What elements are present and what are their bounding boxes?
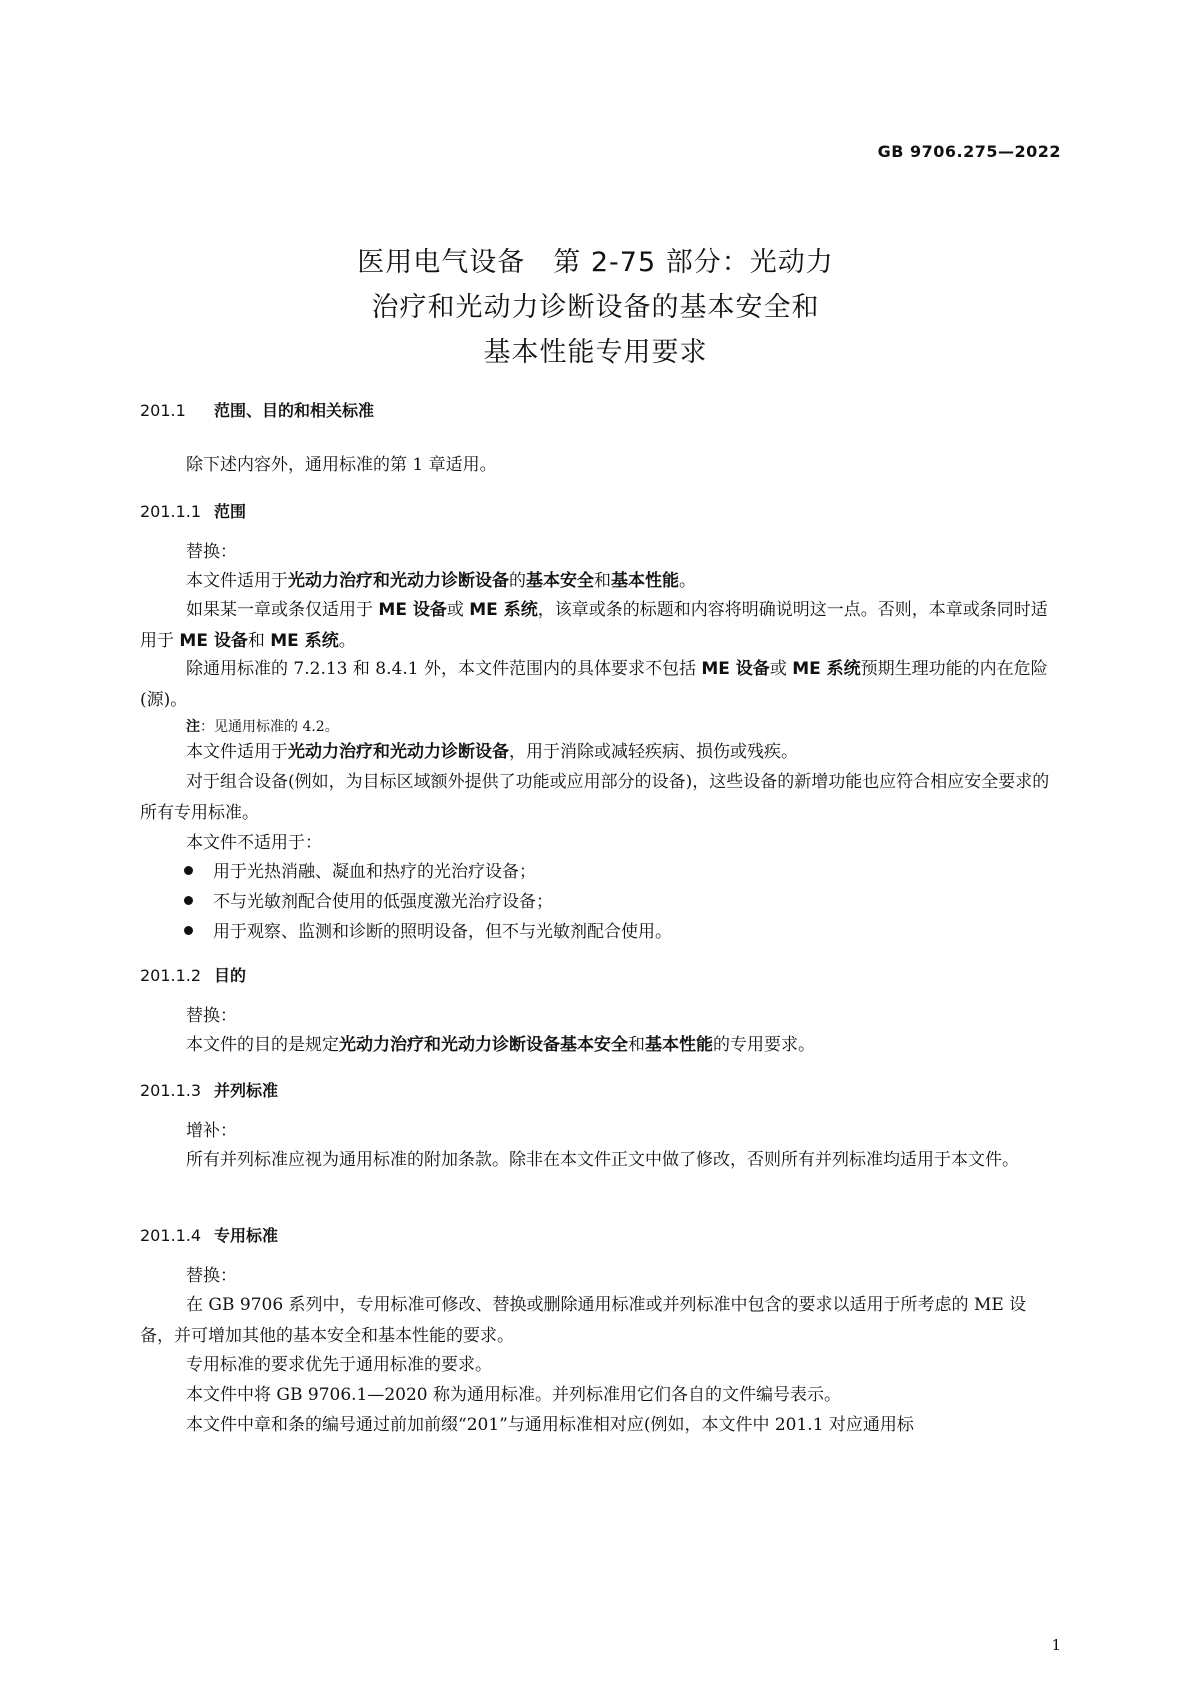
heading-201-1 — [140, 398, 374, 421]
heading-201-1-3 — [140, 1078, 278, 1101]
note: 注：见通用标准的 4.2。 — [186, 719, 339, 735]
paragraph: 本文件的目的是规定光动力治疗和光动力诊断设备基本安全和基本性能的专用要求。 — [186, 1035, 815, 1055]
page-number: 1 — [1051, 1636, 1061, 1654]
paragraph: 本文件适用于光动力治疗和光动力诊断设备，用于消除或减轻疾病、损伤或残疾。 — [186, 742, 798, 762]
bullet-dot-icon — [184, 866, 193, 875]
section-title: 专用标准 — [214, 1226, 279, 1245]
heading-201-1-4 — [140, 1223, 278, 1246]
section-number: 201.1.4 — [140, 1226, 202, 1245]
bullet-dot-icon — [184, 896, 193, 905]
standard-code: GB 9706.275—2022 — [877, 142, 1061, 161]
section-title: 范围 — [214, 502, 247, 521]
section-title: 目的 — [214, 966, 247, 985]
title-line-2: 治疗和光动力诊断设备的基本安全和 — [371, 292, 820, 323]
paragraph: 除通用标准的 7.2.13 和 8.4.1 外，本文件范围内的具体要求不包括 ME 设备或 ME 系统预期生理功能的内在危险(源)。 — [140, 659, 1048, 710]
heading-201-1-1 — [140, 499, 246, 522]
paragraph: 本文件中章和条的编号通过前加前缀“201”与通用标准相对应(例如，本文件中 201.1 对应通用标 — [186, 1415, 914, 1435]
replacement-label: 替换： — [186, 1266, 237, 1286]
bullet-item: 不与光敏剂配合使用的低强度激光治疗设备； — [184, 887, 553, 912]
paragraph: 所有并列标准应视为通用标准的附加条款。除非在本文件正文中做了修改，否则所有并列标准均适用于本文件。 — [186, 1150, 1019, 1170]
section-number: 201.1 — [140, 401, 186, 420]
paragraph: 在 GB 9706 系列中，专用标准可修改、替换或删除通用标准或并列标准中包含的要求以适用于所考虑的 ME 设备，并可增加其他的基本安全和基本性能的要求。 — [140, 1295, 1027, 1346]
paragraph: 本文件适用于光动力治疗和光动力诊断设备的基本安全和基本性能。 — [186, 571, 696, 591]
supplement-label: 增补： — [186, 1121, 237, 1141]
page-title — [0, 240, 1191, 375]
paragraph: 除下述内容外，通用标准的第 1 章适用。 — [186, 455, 497, 475]
paragraph: 如果某一章或条仅适用于 ME 设备或 ME 系统，该章或条的标题和内容将明确说明这一点。否则，本章或条同时适用于 ME 设备和 ME 系统。 — [140, 600, 1048, 651]
paragraph: 本文件不适用于： — [186, 833, 322, 853]
section-title: 并列标准 — [214, 1081, 279, 1100]
paragraph: 对于组合设备(例如，为目标区域额外提供了功能或应用部分的设备)，这些设备的新增功能也应符合相应安全要求的所有专用标准。 — [140, 772, 1050, 823]
replacement-label: 替换： — [186, 542, 237, 562]
paragraph: 专用标准的要求优先于通用标准的要求。 — [186, 1355, 492, 1375]
title-line-1: 医用电气设备 第 2-75 部分：光动力 — [357, 247, 834, 278]
section-number: 201.1.3 — [140, 1081, 202, 1100]
title-line-3: 基本性能专用要求 — [483, 337, 708, 368]
section-number: 201.1.1 — [140, 502, 202, 521]
bullet-item: 用于光热消融、凝血和热疗的光治疗设备； — [184, 857, 536, 882]
replacement-label: 替换： — [186, 1006, 237, 1026]
bullet-dot-icon — [184, 926, 193, 935]
section-title: 范围、目的和相关标准 — [214, 401, 375, 420]
section-number: 201.1.2 — [140, 966, 202, 985]
bullet-item: 用于观察、监测和诊断的照明设备，但不与光敏剂配合使用。 — [184, 917, 672, 942]
paragraph: 本文件中将 GB 9706.1—2020 称为通用标准。并列标准用它们各自的文件编号表示。 — [186, 1385, 842, 1405]
heading-201-1-2 — [140, 963, 246, 986]
